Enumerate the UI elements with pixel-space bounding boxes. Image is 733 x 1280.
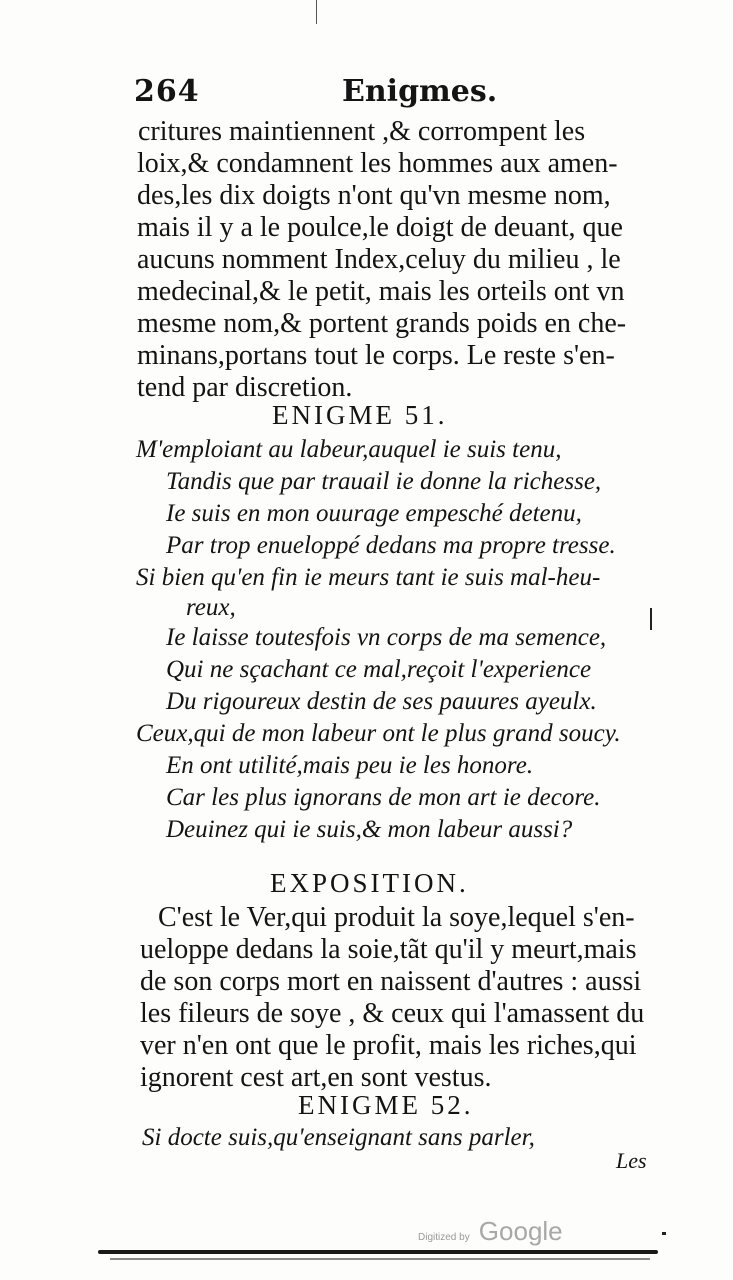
verse-line: Deuinez qui ie suis,& mon labeur aussi? [166, 816, 573, 843]
scan-mark [662, 1232, 666, 1235]
enigme-52-heading: ENIGME 52. [298, 1090, 474, 1120]
text-line: loix,& condamnent les hommes aux amen- [137, 148, 618, 179]
page-header [134, 74, 664, 118]
text-line: tend par discretion. [137, 372, 353, 403]
text-line: critures maintiennent ,& corrompent les [138, 116, 586, 147]
page-number: 264 [134, 74, 200, 109]
catchword: Les [616, 1148, 647, 1173]
text-line: mais il y a le poulce,le doigt de deuant, que [137, 212, 623, 243]
verse-line: Ie suis en mon ouurage empesché detenu, [166, 500, 582, 527]
bottom-rule [98, 1250, 658, 1254]
text-line: medecinal,& le petit, mais les orteils ont vn [137, 276, 625, 307]
bottom-rule-shadow [110, 1258, 650, 1260]
running-title: Enigmes. [342, 74, 498, 109]
text-line: ver n'en ont que le profit, mais les riches,qui [140, 1030, 637, 1061]
verse-line: Si bien qu'en fin ie meurs tant ie suis mal-heu- [136, 564, 601, 591]
verse-line: Ie laisse toutesfois vn corps de ma semence, [166, 624, 607, 651]
verse-line: Du rigoureux destin de ses pauures ayeulx. [166, 688, 597, 715]
enigme-51-heading: ENIGME 51. [272, 400, 448, 430]
watermark-caption: Digitized by [418, 1232, 470, 1243]
text-line: mesme nom,& portent grands poids en che- [137, 308, 627, 339]
text-line: minans,portans tout le corps. Le reste s'en- [137, 340, 615, 371]
text-line: ignorent cest art,en sont vestus. [140, 1062, 492, 1093]
verse-line: reux, [186, 594, 236, 621]
verse-line: Par trop enueloppé dedans ma propre tresse. [166, 532, 616, 559]
verse-line: Car les plus ignorans de mon art ie decore. [166, 784, 601, 811]
verse-line: Ceux,qui de mon labeur ont le plus grand soucy. [136, 720, 621, 747]
text-line: ueloppe dedans la soie,tãt qu'il y meurt,mais [140, 934, 637, 965]
text-line: les fileurs de soye , & ceux qui l'amassent du [140, 998, 645, 1029]
gutter-mark [316, 0, 317, 24]
digitized-watermark [418, 1216, 563, 1247]
exposition-heading: EXPOSITION. [270, 868, 469, 898]
verse-line: Qui ne sçachant ce mal,reçoit l'experience [166, 656, 592, 683]
verse-line: Si docte suis,qu'enseignant sans parler, [142, 1124, 535, 1151]
google-logo: Google [478, 1216, 563, 1246]
scan-mark [650, 608, 652, 630]
verse-line: En ont utilité,mais peu ie les honore. [166, 752, 534, 779]
text-line: aucuns nomment Index,celuy du milieu , le [137, 244, 621, 275]
verse-line: M'emploiant au labeur,auquel ie suis tenu, [136, 436, 562, 463]
text-line: de son corps mort en naissent d'autres : aussi [140, 966, 642, 997]
text-line: des,les dix doigts n'ont qu'vn mesme nom, [137, 180, 611, 211]
text-line: C'est le Ver,qui produit la soye,lequel s'en- [158, 902, 635, 933]
verse-line: Tandis que par trauail ie donne la richesse, [166, 468, 602, 495]
